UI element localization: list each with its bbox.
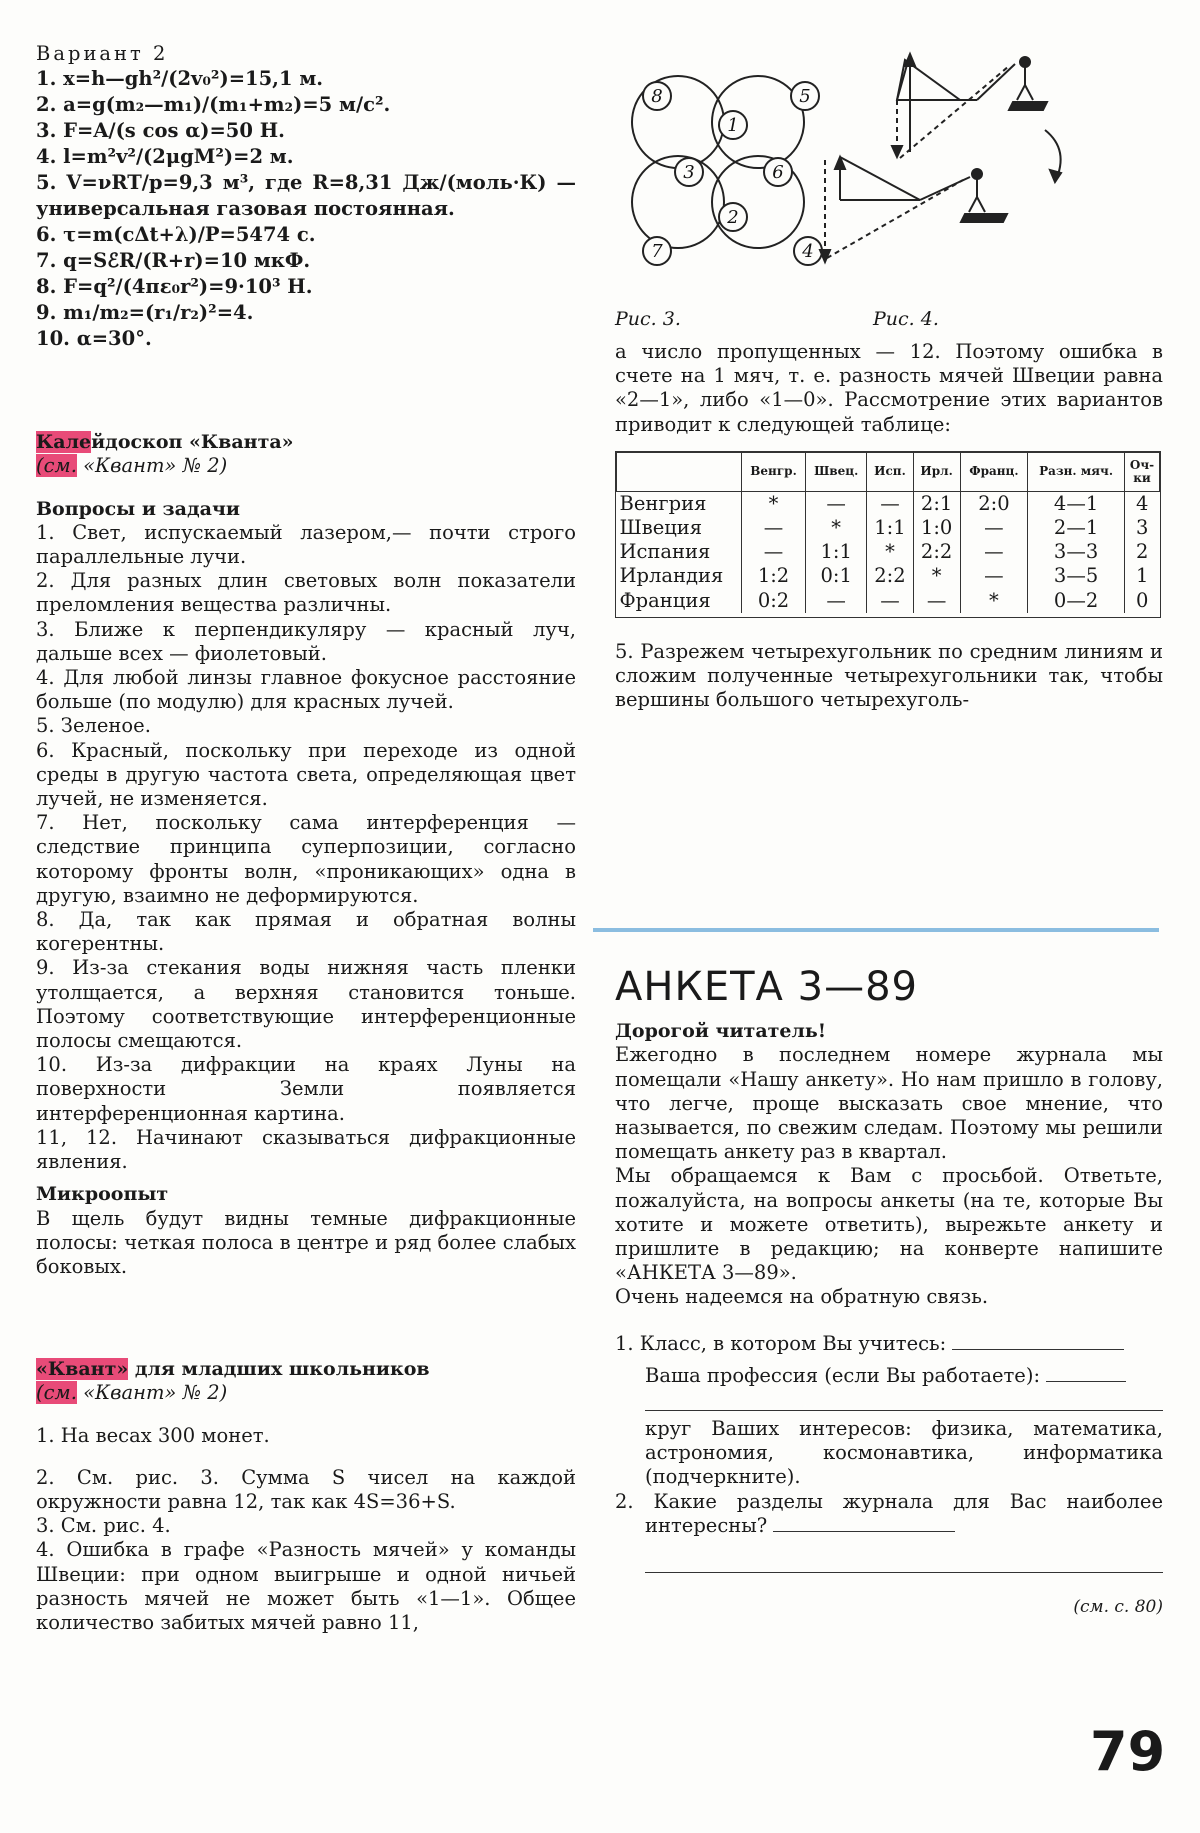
table-cell: 0—2 — [1028, 589, 1125, 613]
anketa-question-1c: круг Ваших интересов: физика, математика, астрономия, космонавтика, информатика (подчеркните). — [645, 1417, 1163, 1489]
table-row — [617, 564, 1160, 588]
figure-3-caption: Рис. 3. — [615, 308, 681, 330]
figure-4-caption: Рис. 4. — [873, 308, 939, 330]
table-cell: 0:1 — [806, 564, 867, 588]
answer-line[interactable] — [645, 1562, 1163, 1573]
anketa-paragraph: Ежегодно в последнем номере журнала мы помещали «Нашу анкету». Но нам пришло в голову, что легче, проще высказать свое мнение, что называется, по свежим следам. Поэтому мы решили помещать анкету раз в квартал. — [615, 1043, 1163, 1164]
table-row — [617, 540, 1160, 564]
right-text-2: 5. Разрежем четырехугольник по средним линиям и сложим полученные четырехугольники так, чтобы вершины большого четырехуголь- — [615, 639, 1163, 712]
right-body — [615, 340, 1163, 712]
table-cell: — — [867, 589, 913, 613]
table-cell: 3—3 — [1028, 540, 1125, 564]
anketa-question-2: 2. Какие разделы журнала для Вас наиболее интересны? — [615, 1489, 1163, 1537]
left-column — [36, 42, 576, 1635]
answer-line[interactable] — [773, 1531, 955, 1532]
table-cell: 0:2 — [742, 589, 806, 613]
anketa-greeting: Дорогой читатель! — [615, 1020, 827, 1043]
table-cell: * — [867, 540, 913, 564]
table-cell: 0 — [1125, 589, 1160, 613]
kaleidoscope-answer: 6. Красный, поскольку при переходе из одной среды в другую частота света, определяющая цвет лучей, не изменяется. — [36, 738, 576, 811]
table-cell: 1:1 — [806, 540, 867, 564]
table-header: Франц. — [960, 452, 1028, 491]
table-cell: — — [913, 589, 960, 613]
kaleidoscope-answer: 3. Ближе к перпендикуляру — красный луч, дальше всех — фиолетовый. — [36, 617, 576, 665]
variant-answer: 1. x=h—gh²/(2v₀²)=15,1 м. — [36, 67, 324, 91]
kaleidoscope-answer: 8. Да, так как прямая и обратная волны когерентны. — [36, 908, 576, 956]
variant-answer: 10. α=30°. — [36, 327, 152, 351]
kaleidoscope-answer: 5. Зеленое. — [36, 714, 151, 738]
table-cell: 4—1 — [1028, 491, 1125, 516]
table-cell: * — [960, 589, 1028, 613]
junior-title: «Квант» для младших школьников — [36, 1358, 430, 1381]
continued-ref: (см. с. 80) — [1073, 1597, 1163, 1618]
variant-answers — [36, 66, 576, 352]
table-cell: — — [960, 540, 1028, 564]
answer-line[interactable] — [952, 1349, 1124, 1350]
kaleidoscope-answers — [36, 521, 576, 1174]
table-cell: 3 — [1125, 516, 1160, 540]
kaleidoscope-answer: 9. Из-за стекания воды нижняя часть пленки утолщается, а верхняя становится тоньше. Поэтому соответствующие интерференционные полосы смещаются. — [36, 956, 576, 1053]
anketa-title: АНКЕТА 3—89 — [615, 964, 918, 1010]
circle-number: 1 — [727, 115, 739, 136]
variant-answer: 4. l=m²v²/(2μgM²)=2 м. — [36, 145, 294, 169]
figure-4-ice-vectors — [820, 54, 1061, 262]
circle-number: 3 — [683, 162, 695, 183]
variant-answer: 2. a=g(m₂—m₁)/(m₁+m₂)=5 м/с². — [36, 93, 391, 117]
anketa-paragraph: Мы обращаемся к Вам с просьбой. Ответьте, пожалуйста, на вопросы анкеты (на те, которые Вы хотите и можете ответить), вырежьте анкету и пришлите в редакцию; на конверте напишите «АНКЕТА 3—89». — [615, 1164, 1163, 1285]
table-row-label: Швеция — [619, 516, 703, 540]
table-header — [617, 452, 742, 491]
table-header: Оч-ки — [1125, 452, 1160, 491]
anketa-question-1: 1. Класс, в котором Вы учитесь: — [615, 1332, 1163, 1356]
circle-number: 8 — [651, 86, 663, 107]
table-row-label: Ирландия — [619, 564, 724, 588]
kaleidoscope-answer: 7. Нет, поскольку сама интерференция — следствие принципа суперпозиции, согласно которому фронты волн, «проникающих» одна в другую, взаимно не деформируются. — [36, 811, 576, 907]
table-cell: 2:1 — [913, 491, 960, 516]
kaleidoscope-answer: 2. Для разных длин световых волн показатели преломления вещества различны. — [36, 569, 576, 617]
table-header: Разн. мяч. — [1028, 452, 1125, 491]
table-header: Ирл. — [913, 452, 960, 491]
table-cell: 2—1 — [1028, 516, 1125, 540]
table-cell: — — [806, 589, 867, 613]
table-cell: 4 — [1125, 491, 1160, 516]
anketa-paragraph: Очень надеемся на обратную связь. — [615, 1285, 989, 1309]
table-cell: 1 — [1125, 564, 1160, 588]
table-header: Исп. — [867, 452, 913, 491]
table-row-label: Венгрия — [619, 491, 707, 515]
kaleidoscope-ref: (см. «Квант» № 2) — [36, 454, 228, 478]
anketa-question-1b: Ваша профессия (если Вы работаете): — [615, 1364, 1163, 1388]
table-row-label: Франция — [619, 588, 711, 612]
table-cell: 1:0 — [913, 516, 960, 540]
table-cell: 3—5 — [1028, 564, 1125, 588]
section-divider — [593, 928, 1159, 932]
table-cell: — — [742, 516, 806, 540]
table-cell: 2:2 — [913, 540, 960, 564]
table-cell: — — [742, 540, 806, 564]
table-header: Венгр. — [742, 452, 806, 491]
table-cell: — — [960, 516, 1028, 540]
table-cell: 2 — [1125, 540, 1160, 564]
kaleidoscope-answer: 11, 12. Начинают сказываться дифракционные явления. — [36, 1125, 576, 1174]
table-cell: 2:0 — [960, 491, 1028, 516]
table-cell: 2:2 — [867, 564, 913, 588]
figure-3-circles — [615, 40, 1163, 340]
table-row — [617, 491, 1160, 516]
questions-title: Вопросы и задачи — [36, 497, 240, 520]
table-cell: * — [913, 564, 960, 588]
answer-line[interactable] — [645, 1400, 1163, 1411]
table-row-label: Испания — [619, 540, 711, 564]
junior-answer: 4. Ошибка в графе «Разность мячей» у команды Швеции: при одном выигрыше и одной ничьей разность мячей не может быть «1—1». Общее количество забитых мячей равно 11, — [36, 1538, 576, 1634]
circle-number: 4 — [802, 241, 814, 262]
micro-text: В щель будут видны темные дифракционные полосы: четкая полоса в центре и ряд более слабых боковых. — [36, 1206, 576, 1278]
variant-answer: 8. F=q²/(4πε₀r²)=9·10³ Н. — [36, 275, 313, 299]
table-header: Швец. — [806, 452, 867, 491]
table-body — [617, 491, 1160, 613]
kaleidoscope-answer: 10. Из-за дифракции на краях Луны на поверхности Земли появляется интерференционная картина. — [36, 1053, 576, 1125]
junior-answer: 1. На весах 300 монет. — [36, 1423, 270, 1447]
results-table-frame — [615, 451, 1161, 618]
variant-answer: 7. q=SℰR/(R+r)=10 мкФ. — [36, 249, 311, 273]
right-text-1: а число пропущенных — 12. Поэтому ошибка в счете на 1 мяч, т. е. разность мячей Швеции равна «2—1», либо «1—0». Рассмотрение этих вариантов приводит к следующей таблице: — [615, 340, 1163, 436]
variant-title: Вариант 2 — [36, 42, 169, 65]
kaleidoscope-answer: 1. Свет, испускаемый лазером,— почти строго параллельные лучи. — [36, 520, 576, 569]
circle-number: 5 — [799, 86, 811, 107]
figures — [615, 40, 1163, 340]
table-cell: — — [867, 491, 913, 516]
table-cell: 1:1 — [867, 516, 913, 540]
micro-title: Микроопыт — [36, 1183, 169, 1206]
circle-number: 7 — [651, 241, 663, 262]
table-cell: * — [742, 491, 806, 516]
circle-number: 6 — [772, 162, 784, 183]
kaleidoscope-title: Калейдоскоп «Кванта» — [36, 431, 294, 454]
variant-answer: 6. τ=m(cΔt+λ)/P=5474 с. — [36, 223, 316, 247]
table-row — [617, 516, 1160, 540]
circle-number: 2 — [727, 207, 739, 228]
page-number: 79 — [1090, 1720, 1166, 1783]
kaleidoscope-answer: 4. Для любой линзы главное фокусное расстояние больше (по модулю) для красных лучей. — [36, 666, 576, 714]
table-header-row — [617, 452, 1160, 491]
answer-line[interactable] — [1046, 1381, 1126, 1382]
junior-answer: 2. См. рис. 3. Сумма S чисел на каждой окружности равна 12, так как 4S=36+S. — [36, 1465, 576, 1513]
table-cell: — — [960, 564, 1028, 588]
variant-answer: 5. V=νRT/p=9,3 м³, где R=8,31 Дж/(моль·К) — универсальная газовая постоянная. — [36, 171, 576, 221]
junior-ref: (см. «Квант» № 2) — [36, 1381, 228, 1405]
variant-answer: 3. F=A/(s cos α)=50 Н. — [36, 119, 285, 143]
table-cell: * — [806, 516, 867, 540]
junior-answer: 3. См. рис. 4. — [36, 1514, 171, 1538]
variant-answer: 9. m₁/m₂=(r₁/r₂)²=4. — [36, 301, 254, 325]
anketa-section — [615, 964, 1163, 1619]
table-cell: 1:2 — [742, 564, 806, 588]
results-table — [616, 452, 1160, 613]
table-row — [617, 589, 1160, 613]
table-cell: — — [806, 491, 867, 516]
